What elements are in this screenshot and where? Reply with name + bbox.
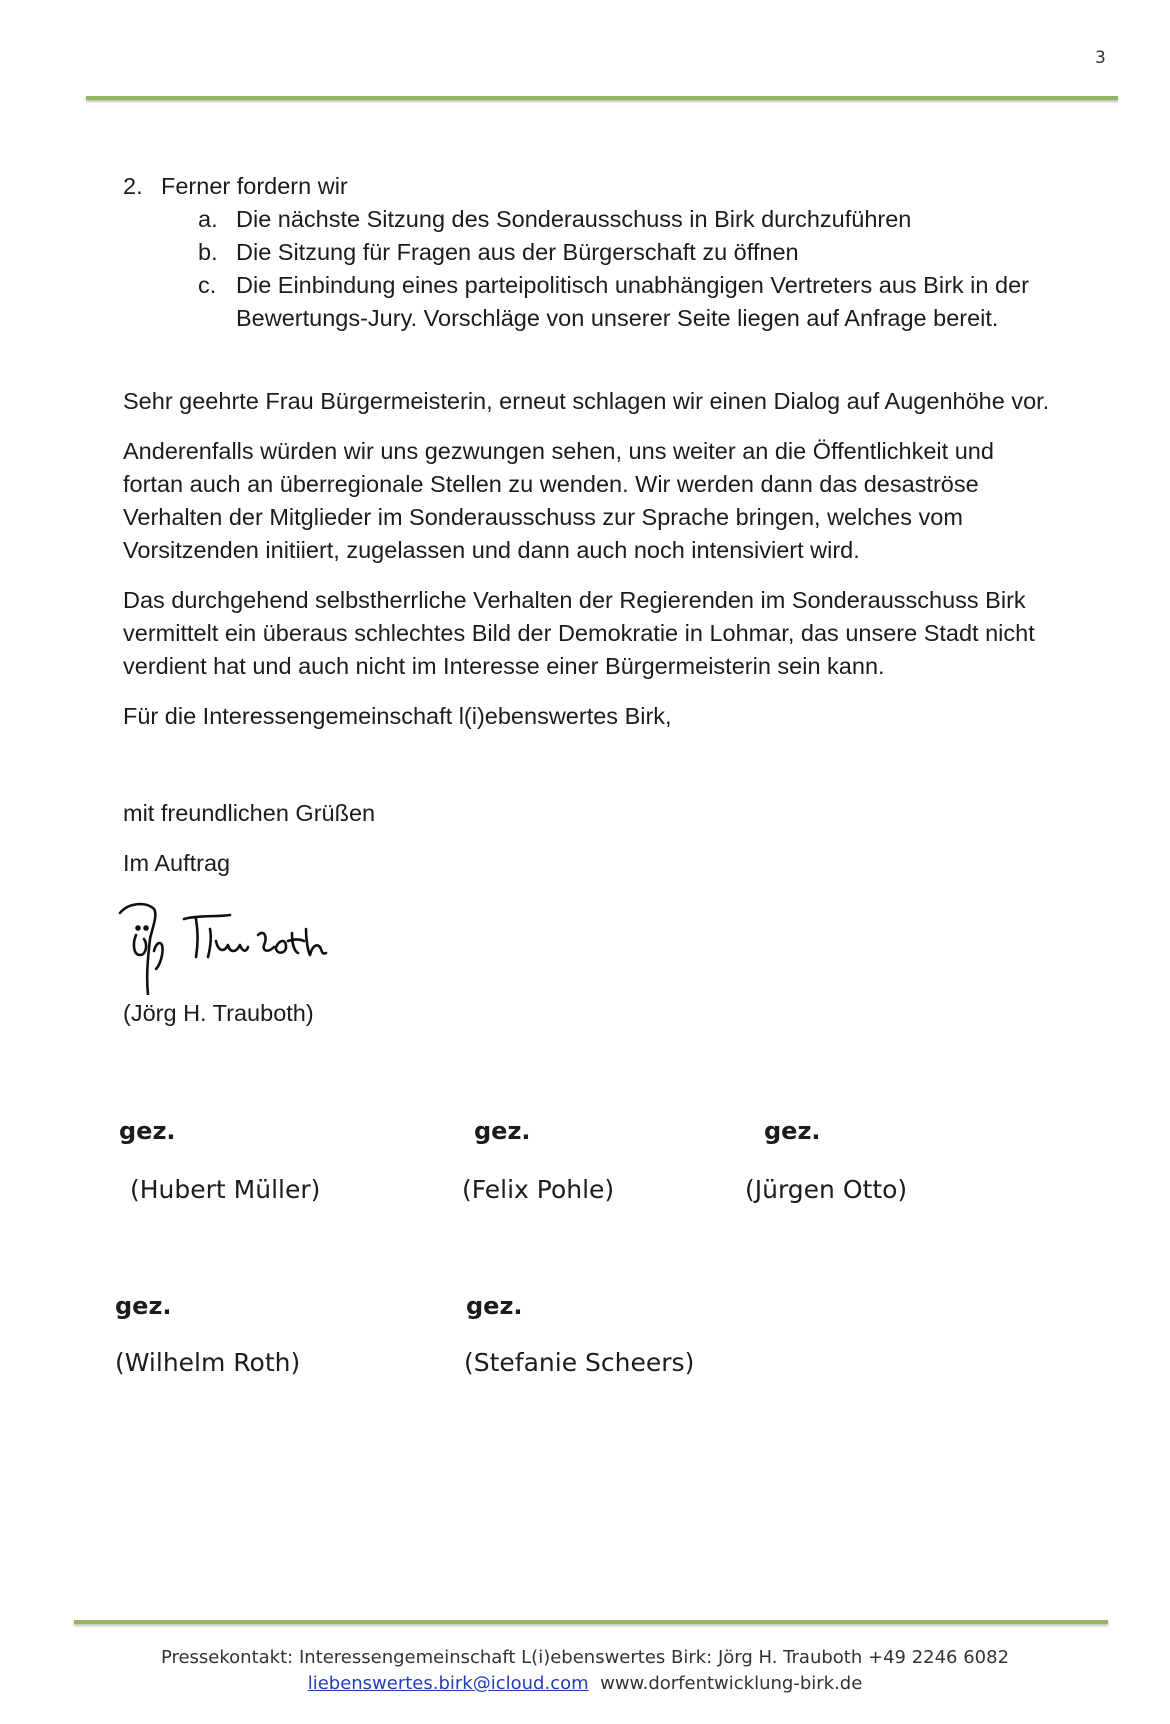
subitem-letter: c.: [198, 272, 217, 298]
list-subitem-a: [198, 203, 911, 236]
subitem-text: Die Einbindung eines parteipolitisch unabhängigen Vertreters aus Birk in der: [236, 272, 1029, 298]
closing-greeting: mit freundlichen Grüßen: [123, 800, 376, 826]
footer-contact-links: [0, 1671, 1170, 1697]
page-number: 3: [1095, 48, 1106, 68]
footer-rule: [74, 1620, 1108, 1624]
subitem-text: Die nächste Sitzung des Sonderausschuss in Birk durchzuführen: [236, 206, 912, 232]
cosigner-gez: gez.: [115, 1292, 172, 1320]
paragraph-line: verdient hat und auch nicht im Interesse einer Bürgermeisterin sein kann.: [123, 653, 885, 679]
closing-on-behalf: Im Auftrag: [123, 850, 231, 876]
cosigner-gez: gez.: [119, 1117, 176, 1145]
footer-website: www.dorfentwicklung-birk.de: [600, 1673, 863, 1694]
paragraph-line: fortan auch an überregionale Stellen zu wenden. Wir werden dann das desaströse: [123, 471, 979, 497]
list-item-number: 2.: [123, 173, 143, 199]
paragraph-on-behalf-of-group: Für die Interessengemeinschaft l(i)ebenswertes Birk,: [123, 703, 672, 729]
paragraph-line: Verhalten der Mitglieder im Sonderausschuss zur Sprache bringen, welches vom: [123, 504, 963, 530]
subitem-letter: b.: [198, 239, 218, 265]
subitem-text: Die Sitzung für Fragen aus der Bürgerschaft zu öffnen: [236, 239, 799, 265]
subitem-letter: a.: [198, 206, 218, 232]
paragraph-line: Das durchgehend selbstherrliche Verhalten der Regierenden im Sonderausschuss Birk: [123, 587, 1026, 613]
signer-name: (Jörg H. Trauboth): [123, 1000, 314, 1026]
cosigner-name: (Felix Pohle): [462, 1175, 615, 1204]
cosigner-name: (Stefanie Scheers): [464, 1348, 695, 1377]
cosigner-gez: gez.: [466, 1292, 523, 1320]
list-subitem-b: [198, 236, 799, 269]
cosigner-name: (Jürgen Otto): [745, 1175, 908, 1204]
list-item-2: [123, 170, 348, 203]
list-subitem-c-continued: Bewertungs-Jury. Vorschläge von unserer Seite liegen auf Anfrage bereit.: [236, 305, 999, 331]
cosigner-name: (Wilhelm Roth): [115, 1348, 301, 1377]
paragraph-otherwise: [123, 435, 1123, 567]
handwritten-signature: [118, 895, 328, 995]
footer-press-contact: Pressekontakt: Interessengemeinschaft L(i)ebenswertes Birk: Jörg H. Trauboth +49 2246 6082: [160, 1647, 1010, 1668]
list-subitem-c: [198, 269, 1029, 302]
footer-email-link[interactable]: liebenswertes.birk@icloud.com: [307, 1673, 589, 1694]
paragraph-line: Vorsitzenden initiiert, zugelassen und dann auch noch intensiviert wird.: [123, 537, 860, 563]
paragraph-line: vermittelt ein überaus schlechtes Bild der Demokratie in Lohmar, das unsere Stadt nicht: [123, 620, 1035, 646]
cosigner-gez: gez.: [474, 1117, 531, 1145]
cosigner-gez: gez.: [764, 1117, 821, 1145]
cosigner-name: (Hubert Müller): [130, 1175, 321, 1204]
paragraph-behaviour: [123, 584, 1123, 683]
paragraph-line: Anderenfalls würden wir uns gezwungen sehen, uns weiter an die Öffentlichkeit und: [123, 438, 994, 464]
list-item-text: Ferner fordern wir: [161, 173, 348, 199]
paragraph-dialog: Sehr geehrte Frau Bürgermeisterin, erneut schlagen wir einen Dialog auf Augenhöhe vor.: [123, 388, 1050, 414]
header-rule: [86, 96, 1118, 100]
